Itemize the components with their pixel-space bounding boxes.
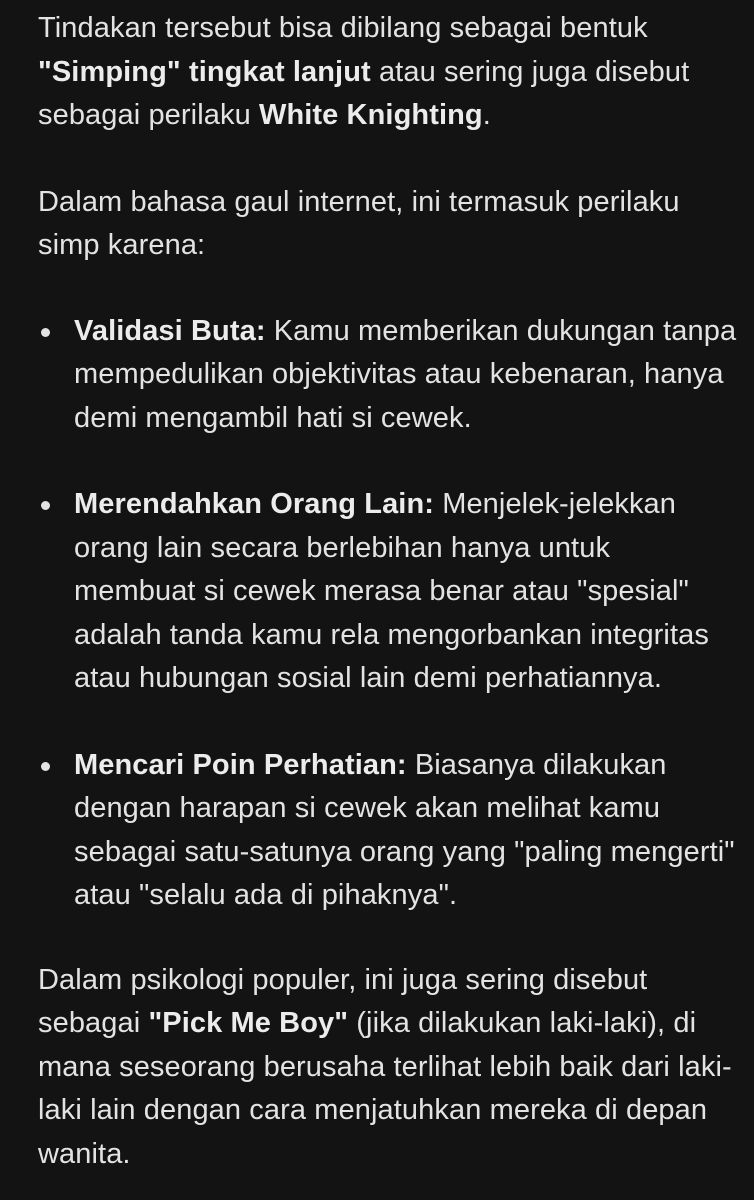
bullet-icon — [41, 501, 50, 510]
reasons-list — [38, 310, 738, 918]
response-content — [38, 7, 738, 1176]
list-item-title: Mencari Poin Perhatian: — [74, 748, 407, 781]
list-item-title: Merendahkan Orang Lain: — [74, 488, 435, 520]
simping-term: "Simping" tingkat lanjut — [38, 55, 371, 88]
slang-paragraph: Dalam bahasa gaul internet, ini termasuk perilaku simp karena: — [38, 185, 680, 261]
list-item-title: Validasi Buta: — [74, 314, 266, 347]
intro-text-1: Tindakan tersebut bisa dibilang sebagai bentuk — [38, 12, 648, 44]
intro-paragraph — [38, 7, 738, 138]
list-item-text: Kamu memberikan dukungan tanpa mempedulikan objektivitas atau kebenaran, hanya demi mengambil hati si cewek. — [74, 314, 737, 434]
bullet-icon — [41, 762, 50, 771]
pick-me-boy-term: "Pick Me Boy" — [148, 1007, 349, 1039]
intro-text-2: atau sering juga disebut sebagai perilaku — [38, 55, 690, 131]
psychology-text-2: (jika dilakukan laki-laki), di mana seseorang berusaha terlihat lebih baik dari laki-laki lain dengan cara menjatuhkan mereka di depan wanita. — [38, 1007, 732, 1170]
bullet-icon — [41, 328, 50, 337]
psychology-text-1: Dalam psikologi populer, ini juga sering disebut sebagai — [38, 963, 648, 1039]
list-item — [38, 744, 738, 918]
list-item-text: Biasanya dilakukan dengan harapan si cewek akan melihat kamu sebagai satu-satunya orang yang "paling mengerti" atau "selalu ada di pihaknya". — [74, 748, 735, 911]
intro-text-3: . — [482, 99, 491, 131]
psychology-paragraph — [38, 959, 738, 1177]
list-item — [38, 483, 738, 701]
list-item-text: Menjelek-jelekkan orang lain secara berlebihan hanya untuk membuat si cewek merasa benar atau "spesial" adalah tanda kamu rela mengorbankan integritas atau hubungan sosial lain demi perhatiannya. — [74, 488, 709, 694]
list-item — [38, 310, 738, 441]
white-knighting-term: White Knighting — [258, 99, 483, 131]
